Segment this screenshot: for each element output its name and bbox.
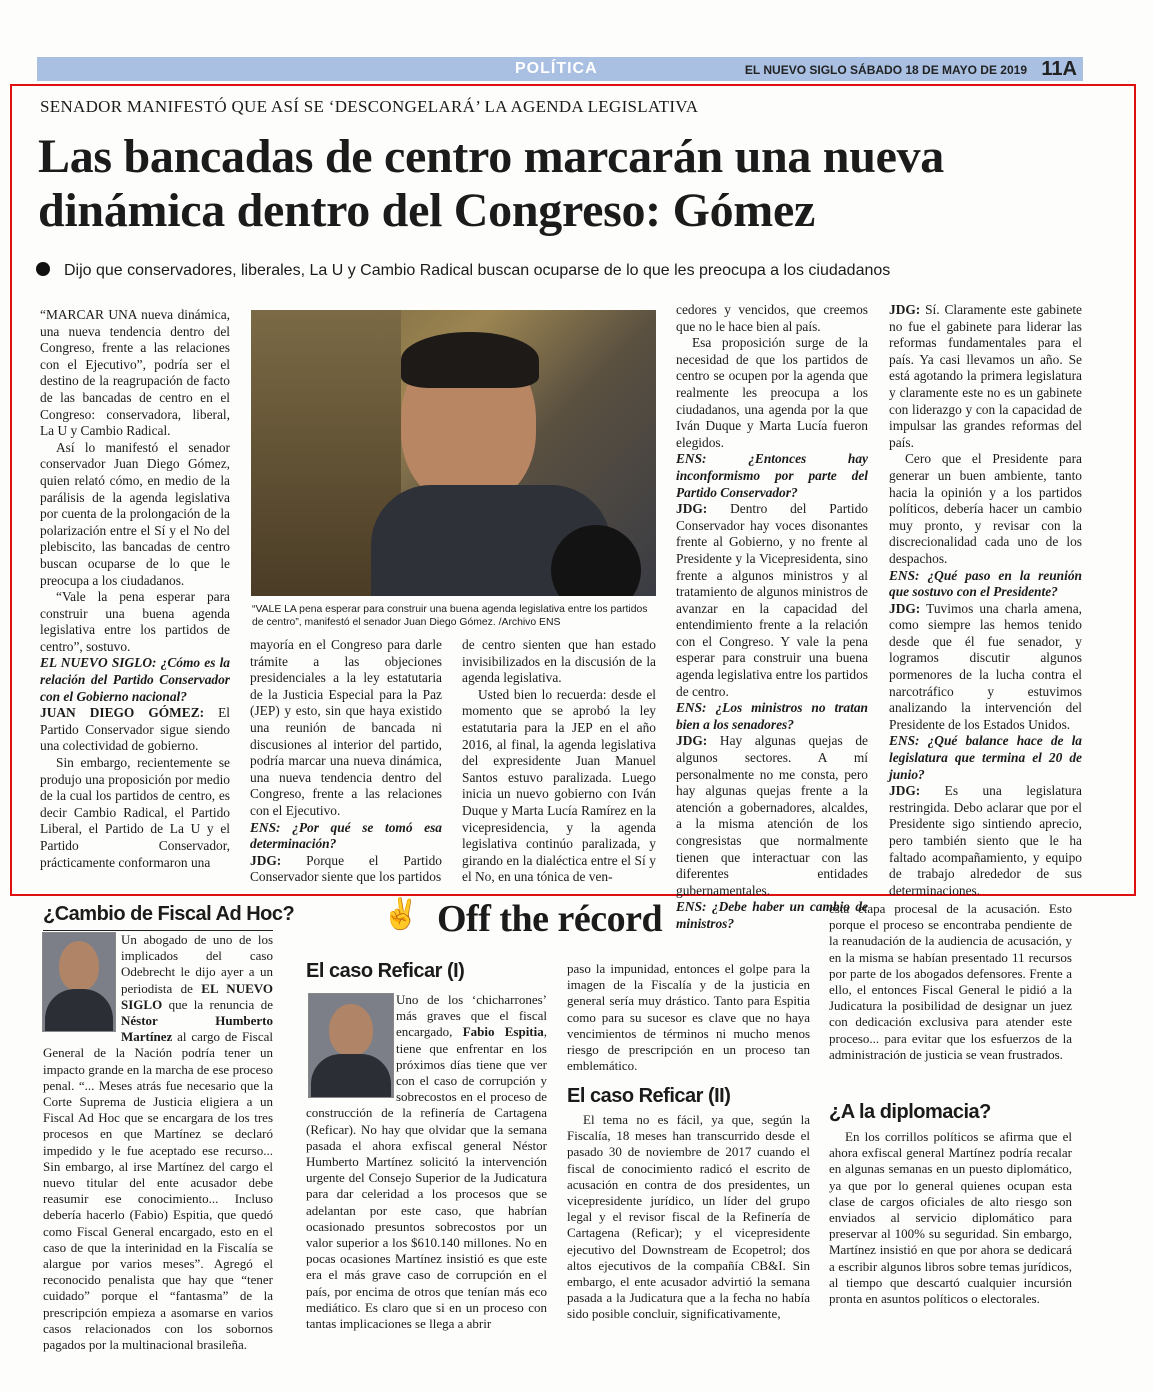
question: EL NUEVO SIGLO: ¿Cómo es la relación del Partido Conservador con el Gobierno nacional? bbox=[40, 655, 230, 704]
question: ENS: ¿Los ministros no tratan bien a los senadores? bbox=[676, 700, 868, 732]
senator-photo bbox=[251, 310, 656, 596]
bullet-icon bbox=[36, 262, 50, 276]
section-title-reficar-2: El caso Reficar (II) bbox=[567, 1085, 731, 1107]
paragraph: Cero que el Presidente para generar un buen ambiente, tanto hacia la opinión y a los partidos políticos, debería hacer un cambio muy pronto, y revisar con la discrecionalidad cada uno de los despachos. bbox=[889, 451, 1082, 566]
divider bbox=[43, 930, 273, 931]
otr-column-1 bbox=[43, 932, 273, 1353]
article-column-3 bbox=[462, 637, 656, 886]
paragraph: Un abogado de uno de los implicados del caso Odebrecht le dijo ayer a un periodista de EL NUEVO SIGLO que la renuncia de Néstor Humberto Martínez al cargo de Fiscal General de la Nación podría tener un impacto grande en la marcha de ese proceso penal. “... Meses atrás fue necesario que la Corte Suprema de Justicia eligiera a un Fiscal Ad Hoc que se encargara de los tres procesos en que Martínez se declaró impedido y le fue aceptado ese recurso... Sin embargo, al irse Martínez del cargo el nuevo titular del ente acusador debe reasumir ese conocimiento... Incluso debería hacerlo (Fabio) Espitia, que quedó como Fiscal General encargado, esto en el caso de que la interinidad en la Fiscalía se alargue por varios meses”. Agregó el reconocido penalista que hay que “tener cuidado” porque el “fantasma” de la prescripción empieza a asomarse en varios casos relacionados con los sobornos pagados por la multinacional brasileña. bbox=[43, 932, 273, 1353]
otr-column-4 bbox=[567, 1112, 810, 1323]
section-title-diplomacia: ¿A la diplomacia? bbox=[829, 1101, 991, 1123]
paragraph: paso la impunidad, entonces el golpe para la imagen de la Fiscalía y de la justicia en general sería muy drástico. Tanto para Espitia como para su sucesor es clave que no haya vencimientos de términos ni mucho menos riesgo de prescripción en un proceso tan emblemático. bbox=[567, 961, 810, 1074]
answer: JDG: Porque el Partido Conservador siente que los partidos bbox=[250, 852, 442, 885]
publication-date: EL NUEVO SIGLO SÁBADO 18 DE MAYO DE 2019 bbox=[744, 63, 1027, 77]
question: ENS: ¿Qué balance hace de la legislatura que termina el 20 de junio? bbox=[889, 733, 1082, 782]
otr-column-3 bbox=[567, 961, 810, 1074]
paragraph: “Vale la pena esperar para construir una buena agenda legislativa entre los partidos de centro”, sostuvo. bbox=[40, 589, 230, 654]
peace-hand-icon: ✌ bbox=[382, 898, 420, 931]
answer: JDG: Tuvimos una charla amena, como siempre las hemos tenido desde que él fue senador, y logramos discutir algunos pormenores de la lucha contra el narcotráfico y estuvimos analizando la intervención del Presidente de los Estados Unidos. bbox=[889, 600, 1082, 732]
off-the-record-title: Off the récord bbox=[437, 898, 663, 940]
paragraph: En los corrillos políticos se afirma que el ahora exfiscal general Martínez podría recalar en algunas semanas en un puesto diplomático, ya que por lo general quienes ocupan esta clase de cargos oficiales de alto riesgo son enviados al servicio diplomático para preservar al 100% su seguridad. Sin embargo, Martínez insistió en que por ahora se dedicará a escribir algunos libros sobre temas jurídicos, al tiempo que descartó cualquier incursión pronta en asuntos políticos o electorales. bbox=[829, 1129, 1072, 1307]
deck-text: Dijo que conservadores, liberales, La U y Cambio Radical buscan ocuparse de lo que les preocupa a los ciudadanos bbox=[64, 262, 891, 279]
paragraph: Usted bien lo recuerda: desde el momento que se aprobó la ley estatutaria para la JEP en el año 2016, al final, la agenda legislativa del expresidente Juan Manuel Santos estuvo paralizada. Luego inicia un nuevo gobierno con Iván Duque y Marta Lucía Ramírez en la vicepresidencia, y la agenda legislativa continúo paralizada, y girando en la dialéctica entre el Sí y el No, en una tónica de ven- bbox=[462, 686, 656, 885]
answer: JUAN DIEGO GÓMEZ: El Partido Conservador sigue siendo una colectividad de gobierno. bbox=[40, 705, 230, 754]
paragraph: cedores y vencidos, que creemos que no le hace bien al país. bbox=[676, 302, 868, 334]
paragraph: esta etapa procesal de la acusación. Esto porque el proceso se encontraba pendiente de la reanudación de la audiencia de acusación, y en la misma se habían presentado 11 recursos por parte de los abogados defensores. Frente a ello, el entonces Fiscal General le pidió a la Judicatura la posibilidad de designar un juez con dedicación exclusiva para atender este proceso... para evitar que los esfuerzos de la administración de justicia se vean frustrados. bbox=[829, 901, 1072, 1062]
question: ENS: ¿Entonces hay inconformismo por parte del Partido Conservador? bbox=[676, 451, 868, 500]
page-header-strip bbox=[37, 57, 1083, 81]
paragraph: Así lo manifestó el senador conservador Juan Diego Gómez, quien relató cómo, en medio de la parálisis de la agenda legislativa por cuenta de la prolongación de la polarización entre el Sí y el No del plebiscito, las bancadas de centro buscan ocuparse de lo que le preocupa a los ciudadanos. bbox=[40, 439, 230, 588]
section-title-reficar-1: El caso Reficar (I) bbox=[306, 960, 465, 982]
section-title-fiscal-ad-hoc: ¿Cambio de Fiscal Ad Hoc? bbox=[43, 903, 295, 925]
question: ENS: ¿Debe haber un cambio de ministros? bbox=[676, 899, 868, 931]
paragraph: Uno de los ‘chicharrones’ más graves que el fiscal encargado, Fabio Espitia, tiene que enfrentar en los próximos días tiene que ver con el caso de corrupción y sobrecostos en el proceso de construcción de la refinería de Cartagena (Reficar). No hay que olvidar que la semana pasada el ahora exfiscal general Néstor Humberto Martínez solicitó la intervención urgente del Consejo Superior de la Judicatura para dar celeridad a los procesos que se adelantan por este caso, que habrían ocasionado presuntos sobrecostos por un valor superior a los $610.140 millones. No en pocas ocasiones Martínez insistió es que este era el más grave caso de corrupción en el país, por encima de otros que tenían más eco mediático. Es claro que si en un proceso con tantas implicaciones se llega a abrir bbox=[306, 992, 547, 1332]
deck bbox=[36, 262, 890, 280]
question: ENS: ¿Por qué se tomó esa determinación? bbox=[250, 819, 442, 852]
article-column-4 bbox=[676, 302, 868, 933]
paragraph: El tema no es fácil, ya que, según la Fiscalía, 18 meses han transcurrido desde el pasado 30 de noviembre de 2017 cuando el fiscal de conocimiento radicó el escrito de acusación en contra de dos presidentes, un vicepresidente jurídico, un líder del grupo legal y el revisor fiscal de la Refinería de Cartagena (Reficar); y el vicepresidente ejecutivo del Downstream de Ecopetrol; dos altos ejecutivos de la compañía CB&I. Sin embargo, el ente acusador advirtió la semana pasada a la Judicatura que a la fecha no había sido posible concluir, significativamente, bbox=[567, 1112, 810, 1322]
otr-column-5 bbox=[829, 901, 1072, 1063]
headline: Las bancadas de centro marcarán una nueva dinámica dentro del Congreso: Gómez bbox=[38, 130, 945, 237]
paragraph: mayoría en el Congreso para darle trámite a las objeciones presidenciales a la ley estatutaria de la Justicia Especial para la Paz (JEP) y esto, sin que haya existido una reunión de bancada ni discusiones al interior del partido, podría marcar una nueva dinámica, una nueva tendencia dentro del Congreso, frente a las relaciones con el Ejecutivo. bbox=[250, 637, 442, 818]
otr-column-2 bbox=[306, 992, 547, 1332]
answer: JDG: Es una legislatura restringida. Debo aclarar que por el Presidente sigo sintiendo aprecio, pero también siento que le ha faltado acompañamiento, y equipo de trabajo alrededor de sus determinaciones. bbox=[889, 783, 1082, 898]
photo-caption: “VALE LA pena esperar para construir una buena agenda legislativa entre los partidos de centro”, manifestó el senador Juan Diego Gómez. /Archivo ENS bbox=[252, 604, 648, 628]
photo-hair bbox=[401, 332, 539, 388]
paragraph: Sin embargo, recientemente se produjo una proposición por medio de la cual los partidos de centro, es decir Cambio Radical, el Partido Liberal, el Partido de La U y el Partido Conservador, prácticamente conformaron una bbox=[40, 755, 230, 870]
paragraph: de centro sienten que han estado invisibilizados en la discusión de la agenda legislativa. bbox=[462, 637, 656, 686]
section-label: POLÍTICA bbox=[515, 60, 598, 77]
article-column-2 bbox=[250, 637, 442, 886]
page-number: 11A bbox=[1041, 58, 1077, 80]
question: ENS: ¿Qué paso en la reunión que sostuvo con el Presidente? bbox=[889, 567, 1082, 600]
article-column-5 bbox=[889, 302, 1082, 899]
otr-column-6 bbox=[829, 1129, 1072, 1307]
answer: JDG: Sí. Claramente este gabinete no fue el gabinete para liderar las reformas fundamentales para el país. Ya casi llevamos un año. Se está agotando la primera legislatura y claramente este no es un gabinete con liderazgo y con la capacidad de impulsar las grandes reformas del país. bbox=[889, 302, 1082, 450]
article-column-1 bbox=[40, 307, 230, 871]
kicker: SENADOR MANIFESTÓ QUE ASÍ SE ‘DESCONGELARÁ’ LA AGENDA LEGISLATIVA bbox=[40, 97, 699, 116]
paragraph: Esa proposición surge de la necesidad de que los partidos de centro se ocupen por la agenda que realmente les preocupa a los ciudadanos, una agenda por la que Iván Duque y Marta Lucía fueron elegidos. bbox=[676, 335, 868, 450]
answer: JDG: Hay algunas quejas de algunos sectores. A mí personalmente no me consta, pero hay algunas quejas frente a la atención a gobernadores, alcaldes, a la misma atención de los congresistas que normalmente tienen que interactuar con las diferentes entidades gubernamentales. bbox=[676, 733, 868, 898]
answer: JDG: Dentro del Partido Conservador hay voces disonantes frente al Gobierno, y no frente al Presidente y la Vicepresidenta, sino frente a algunos ministros y al tratamiento de algunos ministros de avanzar en la capacidad del entendimiento frente a la relación con el Congreso. Y vale la pena esperar para construir una buena agenda legislativa entre los partidos de centro. bbox=[676, 501, 868, 699]
paragraph: “MARCAR UNA nueva dinámica, una nueva tendencia dentro del Congreso, frente a las relaciones con el Ejecutivo”, podría ser el destino de la reagrupación de facto de las bancadas de centro en el Congreso: conservadora, liberal, La U y Cambio Radical. bbox=[40, 307, 230, 439]
